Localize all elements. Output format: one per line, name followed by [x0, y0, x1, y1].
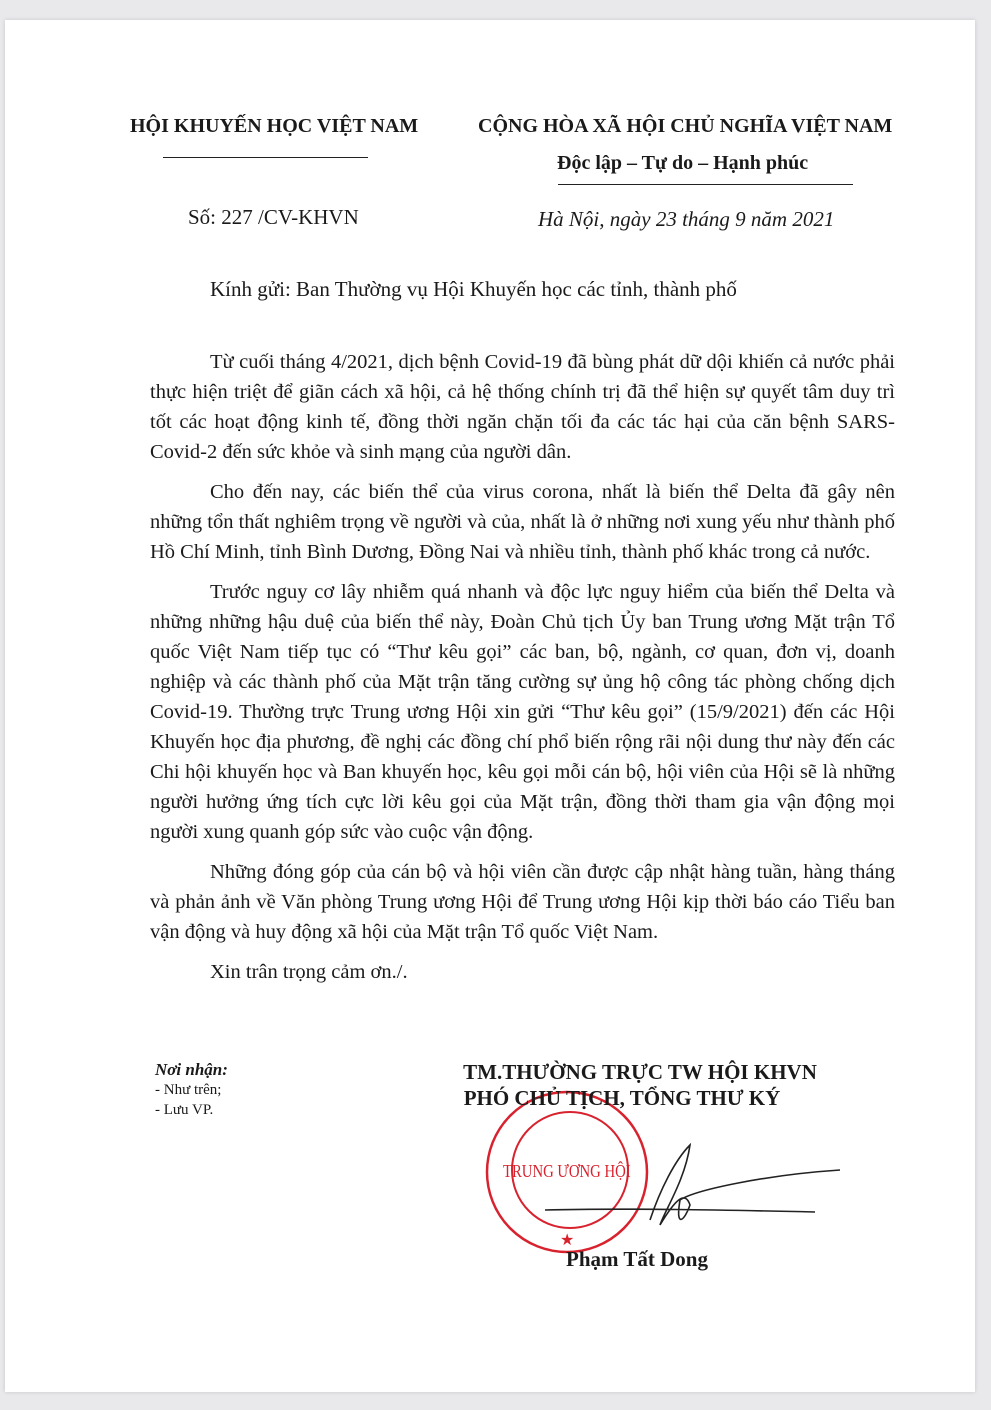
paragraph: Cho đến nay, các biến thể của virus corona, nhất là biến thể Delta đã gây nên những tổn thất nghiêm trọng về người và của, nhất là ở những nơi xung yếu như thành phố Hồ Chí Minh, tỉnh Bình Dương, Đồng Nai và nhiều tỉnh, thành phố khác trong cả nước. [150, 481, 895, 563]
country-name: CỘNG HÒA XÃ HỘI CHỦ NGHĨA VIỆT NAM [478, 115, 893, 137]
document-page [5, 20, 975, 1392]
motto: Độc lập – Tự do – Hạnh phúc [557, 152, 809, 174]
paragraph: Từ cuối tháng 4/2021, dịch bệnh Covid-19 đã bùng phát dữ dội khiến cả nước phải thực hiện triệt để giãn cách xã hội, cả hệ thống chính trị đã thể hiện sự quyết tâm duy trì tốt các hoạt động kinh tế, đồng thời ngăn chặn tối đa các tác hại của căn bệnh SARS-Covid-2 đến sức khỏe và sinh mạng của người dân. [150, 351, 895, 463]
svg-text:★: ★ [560, 1232, 575, 1249]
paragraph: Trước nguy cơ lây nhiễm quá nhanh và độc lực nguy hiểm của biến thể Delta và những những hậu duệ của biến thể này, Đoàn Chủ tịch Ủy ban Trung ương Mặt trận Tổ quốc Việt Nam tiếp tục có “Thư kêu gọi” các ban, bộ, ngành, cơ quan, đơn vị, doanh nghiệp và các thành phố của Mặt trận tăng cường sự ủng hộ công tác phòng chống dịch Covid-19. Thường trực Trung ương Hội xin gửi “Thư kêu gọi” (15/9/2021) đến các Hội Khuyến học địa phương, đề nghị các đồng chí phổ biến rộng rãi nội dung thư này đến các Chi hội khuyến học và Ban khuyến học, kêu gọi mỗi cán bộ, hội viên của Hội sẽ là những người hưởng ứng tích cực lời kêu gọi của Mặt trận, đồng thời tham gia vận động mọi người xung quanh góp sức vào cuộc vận động. [150, 581, 895, 843]
document-number: Số: 227 /CV-KHVN [188, 205, 359, 229]
receivers [155, 1060, 228, 1120]
letter-body [150, 347, 895, 997]
motto-underline [558, 184, 853, 185]
stamp-icon [487, 1092, 647, 1252]
signature-icon [545, 1145, 840, 1225]
receivers-title: Nơi nhận: [155, 1060, 228, 1079]
svg-text:TRUNG ƯƠNG HỘI: TRUNG ƯƠNG HỘI [502, 1160, 631, 1182]
signer-name: Phạm Tất Dong [566, 1247, 708, 1271]
place-date: Hà Nội, ngày 23 tháng 9 năm 2021 [538, 207, 835, 231]
closing: Xin trân trọng cảm ơn./. [210, 961, 408, 983]
recipient: Kính gửi: Ban Thường vụ Hội Khuyến học các tỉnh, thành phố [210, 277, 737, 301]
org-underline [163, 157, 368, 158]
signature-title-1: TM.THƯỜNG TRỰC TW HỘI KHVN [463, 1060, 817, 1084]
paragraph: Những đóng góp của cán bộ và hội viên cần được cập nhật hàng tuần, hàng tháng và phản ảnh về Văn phòng Trung ương Hội để Trung ương Hội kịp thời báo cáo Tiểu ban vận động và huy động xã hội của Mặt trận Tổ quốc Việt Nam. [150, 861, 895, 943]
receiver-item: - Lưu VP. [155, 1102, 214, 1118]
receiver-item: - Như trên; [155, 1082, 222, 1098]
org-name: HỘI KHUYẾN HỌC VIỆT NAM [130, 115, 419, 137]
signature-title-2: PHÓ CHỦ TỊCH, TỔNG THƯ KÝ [463, 1086, 781, 1110]
